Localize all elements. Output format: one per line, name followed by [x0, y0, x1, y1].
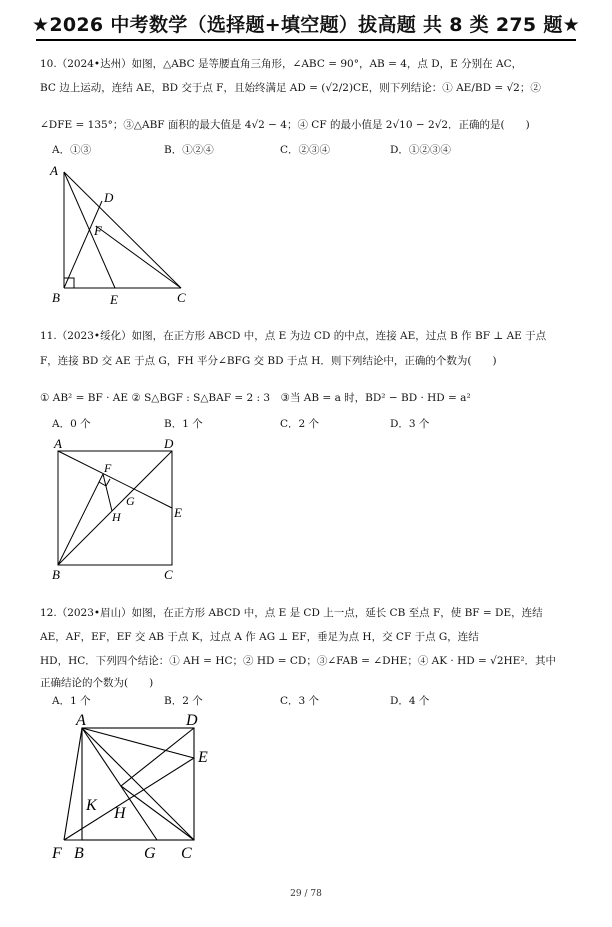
q11-label-d: D: [164, 436, 174, 451]
q12-option-b: B．2 个: [164, 695, 203, 707]
q10-option-d: D．①②③④: [390, 144, 451, 156]
q10-line-1: 10.（2024•达州）如图，△ABC 是等腰直角三角形，∠ABC = 90°，AB = 4，点 D，E 分别在 AC，: [40, 58, 523, 70]
q10-option-c: C．②③④: [280, 144, 331, 156]
q11-option-a: A．0 个: [52, 418, 91, 430]
q11-option-b: B．1 个: [164, 418, 203, 430]
q12-line-3: HD，HC．下列四个结论：① AH = HC；② HD = CD；③∠FAB = ∠DHE；④ AK · HD = √2HE²．其中: [40, 655, 557, 667]
q12-line-4: 正确结论的个数为( ): [40, 677, 154, 689]
q10-option-a: A．①③: [52, 144, 92, 156]
page-number: 29 / 78: [290, 889, 322, 899]
q10-line-3: ∠DFE = 135°；③△ABF 面积的最大值是 4√2 − 4；④ CF 的最小值是 2√10 − 2√2．正确的是( ): [40, 119, 530, 131]
q11-figure: [44, 433, 194, 583]
header-divider: [36, 39, 576, 41]
q12-option-a: A．1 个: [52, 695, 91, 707]
q12-option-d: D．4 个: [390, 695, 430, 707]
q12-line-1: 12.（2023•眉山）如图，在正方形 ABCD 中，点 E 是 CD 上一点，延长 CB 至点 F，使 BF = DE，连结: [40, 607, 543, 619]
q12-label-b: B: [74, 845, 84, 862]
q12-label-d: D: [186, 712, 198, 729]
q11-option-d: D．3 个: [390, 418, 430, 430]
q12-label-g: G: [144, 845, 156, 862]
q11-label-e: E: [174, 505, 182, 520]
q11-option-c: C．2 个: [280, 418, 320, 430]
q12-figure: [48, 710, 220, 862]
q10-label-c: C: [177, 290, 186, 305]
q11-line-2: F，连接 BD 交 AE 于点 G，FH 平分∠BFG 交 BD 于点 H．则下列结论中，正确的个数为( ): [40, 355, 497, 367]
q11-line-1: 11.（2023•绥化）如图，在正方形 ABCD 中，点 E 为边 CD 的中点，连接 AE，过点 B 作 BF ⊥ AE 于点: [40, 330, 547, 342]
q10-figure: [44, 160, 194, 305]
q10-option-b: B．①②④: [164, 144, 214, 156]
q12-label-f: F: [52, 845, 62, 862]
q11-line-3: ① AB² = BF · AE ② S△BGF : S△BAF = 2 : 3 ③当 AB = a 时，BD² − BD · HD = a²: [40, 392, 471, 404]
q12-label-h: H: [114, 805, 126, 822]
page-title: ★2026 中考数学（选择题+填空题）拔高题 共 8 类 275 题★: [32, 14, 580, 36]
q12-label-c: C: [181, 845, 192, 862]
q10-label-b: B: [52, 290, 60, 305]
q10-label-e: E: [110, 292, 118, 305]
q10-label-a: A: [50, 163, 58, 178]
q11-label-c: C: [164, 567, 173, 582]
q12-label-e: E: [198, 749, 208, 766]
q12-label-k: K: [86, 797, 97, 814]
q10-label-f: F: [94, 223, 102, 238]
q10-line-2: BC 边上运动，连结 AE，BD 交于点 F，且始终满足 AD = (√2/2)CE，则下列结论：① AE/BD = √2；②: [40, 82, 541, 94]
q12-line-2: AE，AF，EF，EF 交 AB 于点 K，过点 A 作 AG ⊥ EF，垂足为点 H，交 CF 于点 G，连结: [40, 631, 479, 643]
q12-option-c: C．3 个: [280, 695, 320, 707]
q11-label-f: F: [104, 461, 112, 475]
q11-label-a: A: [54, 436, 62, 451]
q11-label-h: H: [112, 510, 121, 524]
q11-label-g: G: [126, 494, 135, 508]
q11-label-b: B: [52, 567, 60, 582]
q10-label-d: D: [104, 190, 114, 205]
q12-label-a: A: [76, 712, 86, 729]
